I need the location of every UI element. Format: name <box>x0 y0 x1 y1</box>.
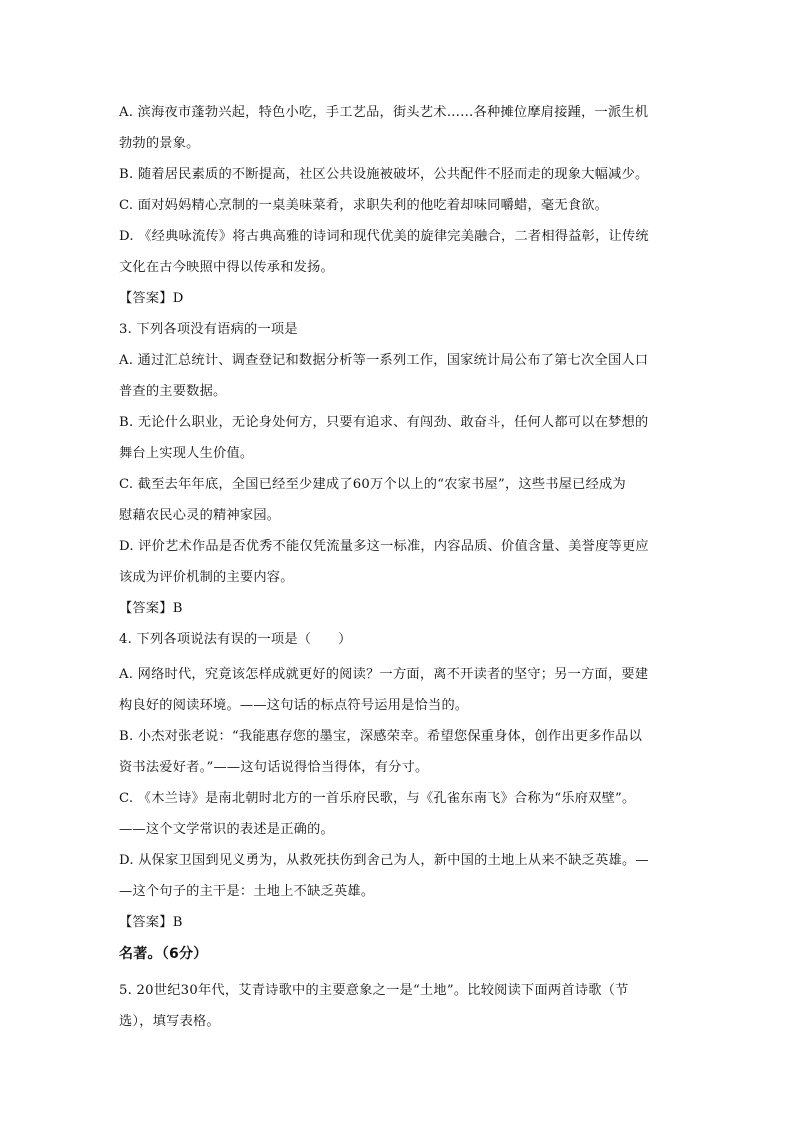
question-5-line-1: 5. 20世纪30年代，艾青诗歌中的主要意象之一是“土地”。比较阅读下面两首诗歌（节 <box>119 983 629 998</box>
question-3: 3. 下列各项没有语病的一项是 <box>119 322 298 337</box>
q4-option-d-line-2: —这个句子的主干是：土地上不缺乏英雄。 <box>119 884 375 899</box>
option-a-line-1: A. 滨海夜市蓬勃兴起，特色小吃，手工艺品，街头艺术……各种摊位摩肩接踵，一派生机 <box>119 105 649 120</box>
option-b-line: B. 随着居民素质的不断提高，社区公共设施被破坏，公共配件不胫而走的现象大幅减少。 <box>119 167 649 182</box>
question-5-line-2: 选），填写表格。 <box>119 1014 220 1029</box>
option-d-line-2: 文化在古今映照中得以传承和发扬。 <box>119 260 334 275</box>
section-heading-classics: 名著。（6分） <box>119 946 208 962</box>
option-a-line-2: 勃勃的景象。 <box>119 136 200 151</box>
q3-option-d-line-2: 该成为评价机制的主要内容。 <box>119 570 294 585</box>
q3-option-c-line-1: C. 截至去年年底，全国已经至少建成了60万个以上的“农家书屋”，这些书屋已经成为 <box>119 477 626 492</box>
q3-option-b-line-2: 舞台上实现人生价值。 <box>119 446 254 461</box>
q4-option-a-line-1: A. 网络时代，究竟该怎样成就更好的阅读？一方面，离不开读者的坚守；另一方面，要建 <box>119 667 649 682</box>
q4-option-b-line-2: 资书法爱好者。”——这句话说得恰当得体，有分寸。 <box>119 760 429 775</box>
answer-3: 【答案】B <box>119 601 183 616</box>
answer-2: 【答案】D <box>119 291 184 306</box>
option-d-line-1: D. 《经典咏流传》将古典高雅的诗词和现代优美的旋律完美融合，二者相得益彰，让传统 <box>119 229 649 244</box>
option-c-line: C. 面对妈妈精心烹制的一桌美味菜肴，求职失利的他吃着却味同嚼蜡，毫无食欲。 <box>119 198 609 213</box>
q3-option-b-line-1: B. 无论什么职业，无论身处何方，只要有追求、有闯劲、敢奋斗，任何人都可以在梦想的 <box>119 415 649 430</box>
q3-option-d-line-1: D. 评价艺术作品是否优秀不能仅凭流量多这一标准，内容品质、价值含量、美誉度等更应 <box>119 539 649 554</box>
q3-option-a-line-1: A. 通过汇总统计、调查登记和数据分析等一系列工作，国家统计局公布了第七次全国人口 <box>119 353 649 368</box>
q3-option-a-line-2: 普查的主要数据。 <box>119 384 227 399</box>
q3-option-c-line-2: 慰藉农民心灵的精神家园。 <box>119 508 281 523</box>
q4-option-a-line-2: 构良好的阅读环境。——这句话的标点符号运用是恰当的。 <box>119 698 469 713</box>
q4-option-b-line-1: B. 小杰对张老说：“我能惠存您的墨宝，深感荣幸。希望您保重身体，创作出更多作品以 <box>119 729 643 744</box>
q4-option-d-line-1: D. 从保家卫国到见义勇为，从救死扶伤到舍己为人，新中国的土地上从来不缺乏英雄。— <box>119 853 649 868</box>
q4-option-c-line-2: ——这个文学常识的表述是正确的。 <box>119 822 334 837</box>
answer-4: 【答案】B <box>119 915 183 930</box>
question-4: 4. 下列各项说法有误的一项是（ ） <box>119 632 352 647</box>
q4-option-c-line-1: C. 《木兰诗》是南北朝时北方的一首乐府民歌，与《孔雀东南飞》合称为“乐府双壁”。 <box>119 791 636 806</box>
